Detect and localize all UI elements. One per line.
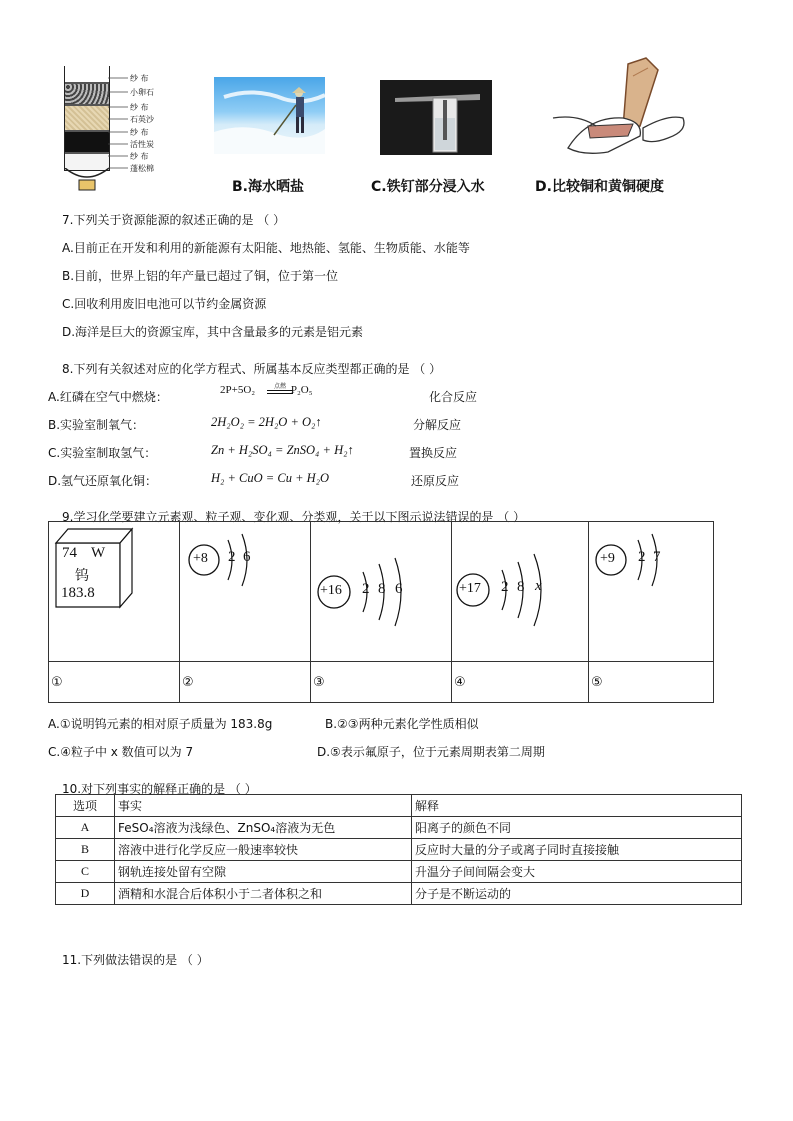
filter-label: 石英沙 xyxy=(130,115,154,124)
atom-label-row xyxy=(49,662,714,703)
question-8-option-b-equation: 2H₂O₂ = 2H₂O + O₂↑ xyxy=(211,415,322,429)
nucleus-charge: +8 xyxy=(193,551,208,566)
question-7-stem: 7.下列关于资源能源的叙述正确的是 （ ） xyxy=(62,213,286,227)
header-option: 选项 xyxy=(56,795,115,817)
table-header-row xyxy=(56,795,742,817)
filter-label: 小卵石 xyxy=(130,88,154,97)
facts-table xyxy=(55,794,742,905)
figure-caption-b: B.海水晒盐 xyxy=(232,179,304,195)
filter-label: 纱 布 xyxy=(130,128,149,137)
element-name: 钨 xyxy=(75,568,89,584)
filter-label: 纱 布 xyxy=(130,152,149,161)
row-explanation: 升温分子间间隔会变大 xyxy=(412,861,742,883)
header-fact: 事实 xyxy=(115,795,412,817)
atom-diagram-row xyxy=(49,522,714,662)
filter-label: 纱 布 xyxy=(130,103,149,112)
shell-electrons: 2 xyxy=(638,549,646,565)
question-8-option-d-desc: D.氢气还原氧化铜： xyxy=(48,474,158,488)
row-fact: 钢轨连接处留有空隙 xyxy=(115,861,412,883)
table-row xyxy=(56,839,742,861)
question-11-stem: 11.下列做法错误的是 （ ） xyxy=(62,953,209,967)
iron-nail-photo xyxy=(380,80,492,155)
row-explanation: 分子是不断运动的 xyxy=(412,883,742,905)
filter-label: 纱 布 xyxy=(130,74,149,83)
shell-electrons-unknown: x xyxy=(535,578,542,594)
question-7-option-d: D.海洋是巨大的资源宝库，其中含量最多的元素是铝元素 xyxy=(62,325,364,339)
table-row xyxy=(56,861,742,883)
question-7-option-a: A.目前正在开发和利用的新能源有太阳能、地热能、氢能、生物质能、水能等 xyxy=(62,241,470,255)
row-option: A xyxy=(56,817,115,839)
filter-leader-lines xyxy=(108,70,130,180)
question-7-option-b: B.目前，世界上铝的年产量已超过了铜，位于第一位 xyxy=(62,269,339,283)
question-9-stem: 9.学习化学要建立元素观、粒子观、变化观、分类观，关于以下图示说法错误的是 （ ） xyxy=(62,510,526,524)
question-8-option-a-type: 化合反应 xyxy=(429,390,478,404)
atom-cell xyxy=(589,522,714,662)
question-8-option-b-type: 分解反应 xyxy=(413,418,462,432)
atom-diagram-oxygen xyxy=(180,522,310,662)
equation-reactants: 2P+5O₂ xyxy=(220,384,256,396)
question-8-option-c-equation: Zn + H₂SO₄ = ZnSO₄ + H₂↑ xyxy=(211,443,354,457)
element-relative-mass: 183.8 xyxy=(61,585,95,601)
question-8-option-c-desc: C.实验室制取氢气： xyxy=(48,446,157,460)
atom-cell xyxy=(180,522,311,662)
shell-electrons: 6 xyxy=(243,549,251,565)
filter-outlet xyxy=(64,168,110,194)
figure-caption-c: C.铁钉部分浸入水 xyxy=(371,179,485,195)
question-8-option-c-type: 置换反应 xyxy=(409,446,458,460)
row-option: B xyxy=(56,839,115,861)
question-9-option-c: C.④粒子中 x 数值可以为 7 xyxy=(48,745,194,759)
shell-electrons: 8 xyxy=(517,579,525,595)
question-8-option-a-equation xyxy=(220,384,313,396)
row-fact: FeSO₄溶液为浅绿色、ZnSO₄溶液为无色 xyxy=(115,817,412,839)
nucleus-charge: +16 xyxy=(320,583,342,598)
question-8-stem: 8.下列有关叙述对应的化学方程式、所属基本反应类型都正确的是 （ ） xyxy=(62,362,442,376)
diagram-label: ③ xyxy=(311,662,452,703)
nucleus-charge: +17 xyxy=(459,581,481,596)
atom-structure-table xyxy=(48,521,714,703)
shell-electrons: 2 xyxy=(362,581,370,597)
question-8-option-a-desc: A.红磷在空气中燃烧： xyxy=(48,390,168,404)
diagram-label: ② xyxy=(180,662,311,703)
diagram-label: ④ xyxy=(452,662,589,703)
atom-cell xyxy=(452,522,589,662)
shell-electrons: 2 xyxy=(501,579,509,595)
row-fact: 酒精和水混合后体积小于二者体积之和 xyxy=(115,883,412,905)
element-atomic-number: 74 xyxy=(62,545,77,561)
figure-caption-d: D.比较铜和黄铜硬度 xyxy=(535,179,664,195)
row-option: C xyxy=(56,861,115,883)
sea-salt-photo xyxy=(214,77,325,154)
filter-label: 蓬松棉 xyxy=(130,164,154,173)
row-explanation: 阳离子的颜色不同 xyxy=(412,817,742,839)
filter-label: 活性炭 xyxy=(130,140,154,149)
atom-cell xyxy=(311,522,452,662)
shell-electrons: 8 xyxy=(378,581,386,597)
question-9-option-d: D.⑤表示氟原子，位于元素周期表第二周期 xyxy=(317,745,545,759)
row-explanation: 反应时大量的分子或离子同时直接接触 xyxy=(412,839,742,861)
header-explanation: 解释 xyxy=(412,795,742,817)
question-10-stem: 10.对下列事实的解释正确的是 （ ） xyxy=(62,782,257,796)
row-option: D xyxy=(56,883,115,905)
diagram-label: ① xyxy=(49,662,180,703)
table-row xyxy=(56,883,742,905)
nucleus-charge: +9 xyxy=(600,551,615,566)
filter-column xyxy=(64,66,110,171)
element-symbol: W xyxy=(91,545,106,561)
question-9-option-b: B.②③两种元素化学性质相似 xyxy=(325,717,479,731)
question-9-option-a: A.①说明钨元素的相对原子质量为 183.8g xyxy=(48,717,273,731)
tungsten-element-cell xyxy=(49,522,180,662)
table-row xyxy=(56,817,742,839)
shell-electrons: 2 xyxy=(228,549,236,565)
shell-electrons: 7 xyxy=(653,549,661,565)
question-8-option-d-type: 还原反应 xyxy=(411,474,460,488)
equation-equals-sign xyxy=(267,390,293,394)
equation-condition: 点燃 xyxy=(273,384,286,390)
question-8-option-b-desc: B.实验室制氧气： xyxy=(48,418,145,432)
copper-brass-hardness-figure xyxy=(548,56,698,156)
diagram-label: ⑤ xyxy=(589,662,714,703)
row-fact: 溶液中进行化学反应一般速率较快 xyxy=(115,839,412,861)
shell-electrons: 6 xyxy=(395,581,403,597)
equation-products: P₂O₅ xyxy=(290,384,313,396)
question-8-option-d-equation: H₂ + CuO = Cu + H₂O xyxy=(211,471,330,485)
atom-diagram-fluorine xyxy=(589,522,719,662)
question-7-option-c: C.回收利用废旧电池可以节约金属资源 xyxy=(62,297,267,311)
